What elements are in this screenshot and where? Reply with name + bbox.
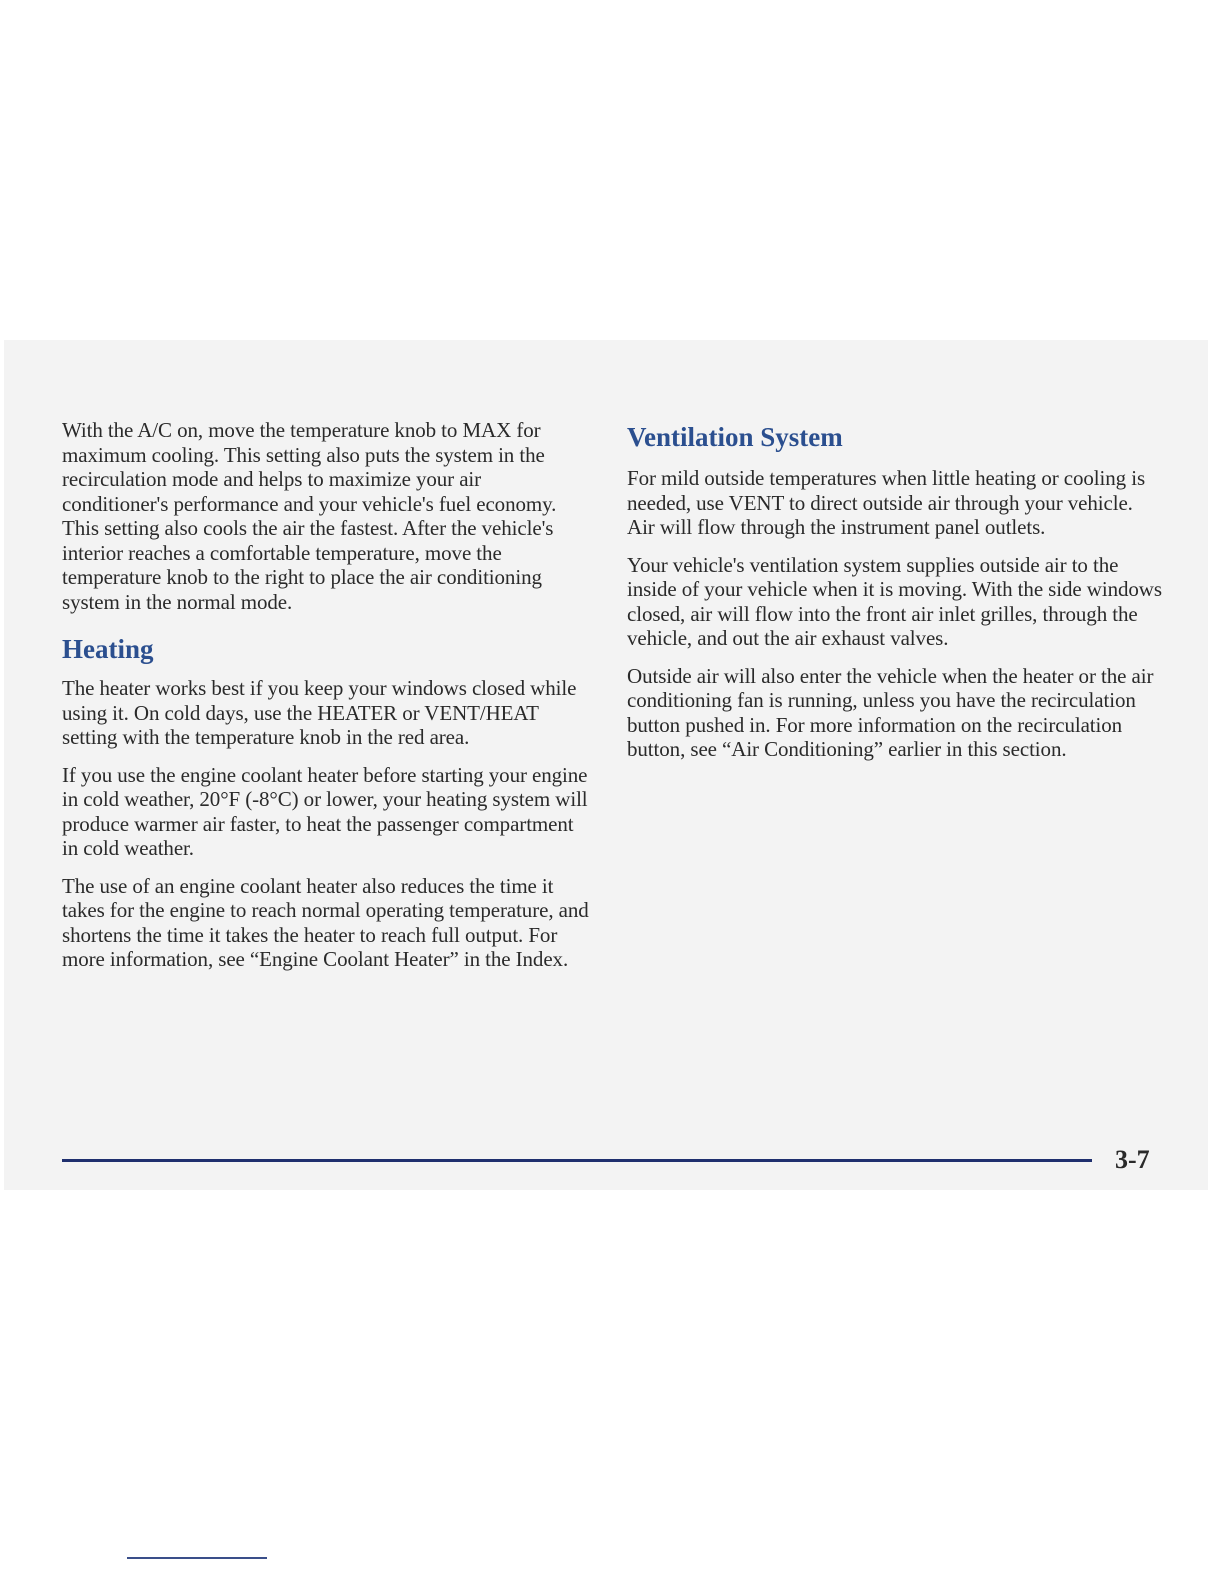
ventilation-heading: Ventilation System: [627, 422, 843, 452]
heating-paragraph: If you use the engine coolant heater before starting your engine in cold weather, 20°F (-8°C) or lower, your heating system will produce warmer air faster, to heat the passenger compartment in cold weather.: [62, 762, 588, 860]
right-column: [627, 420, 1162, 775]
bottom-rule: [127, 1557, 267, 1559]
heating-paragraph: The use of an engine coolant heater also reduces the time it takes for the engine to reach normal operating temperature, and shortens the time it takes the heater to reach full output. For more information, see “Engine Coolant Heater” in the Index.: [62, 873, 589, 971]
ventilation-paragraph: Your vehicle's ventilation system supplies outside air to the inside of your vehicle when it is moving. With the side windows closed, air will flow into the front air inlet grilles, through the vehicle, and out the air exhaust valves.: [627, 552, 1162, 650]
heating-paragraph: The heater works best if you keep your windows closed while using it. On cold days, use the HEATER or VENT/HEAT setting with the temperature knob in the red area.: [62, 676, 577, 749]
left-column: [62, 418, 592, 985]
footer-rule: [62, 1159, 1092, 1162]
ventilation-paragraph: Outside air will also enter the vehicle when the heater or the air conditioning fan is running, unless you have the recirculation button pushed in. For more information on the recirculation button, see “Air Conditioning” earlier in this section.: [627, 663, 1154, 761]
ventilation-paragraph: For mild outside temperatures when little heating or cooling is needed, use VENT to direct outside air through your vehicle. Air will flow through the instrument panel outlets.: [627, 466, 1146, 539]
page-number: 3-7: [1115, 1145, 1150, 1174]
heating-heading: Heating: [62, 634, 154, 664]
intro-paragraph: With the A/C on, move the temperature knob to MAX for maximum cooling. This setting also puts the system in the recirculation mode and helps to maximize your air conditioner's performance and your vehicle's fuel economy. This setting also cools the air the fastest. After the vehicle's interior reaches a comfortable temperature, move the temperature knob to the right to place the air conditioning system in the normal mode.: [62, 418, 557, 614]
